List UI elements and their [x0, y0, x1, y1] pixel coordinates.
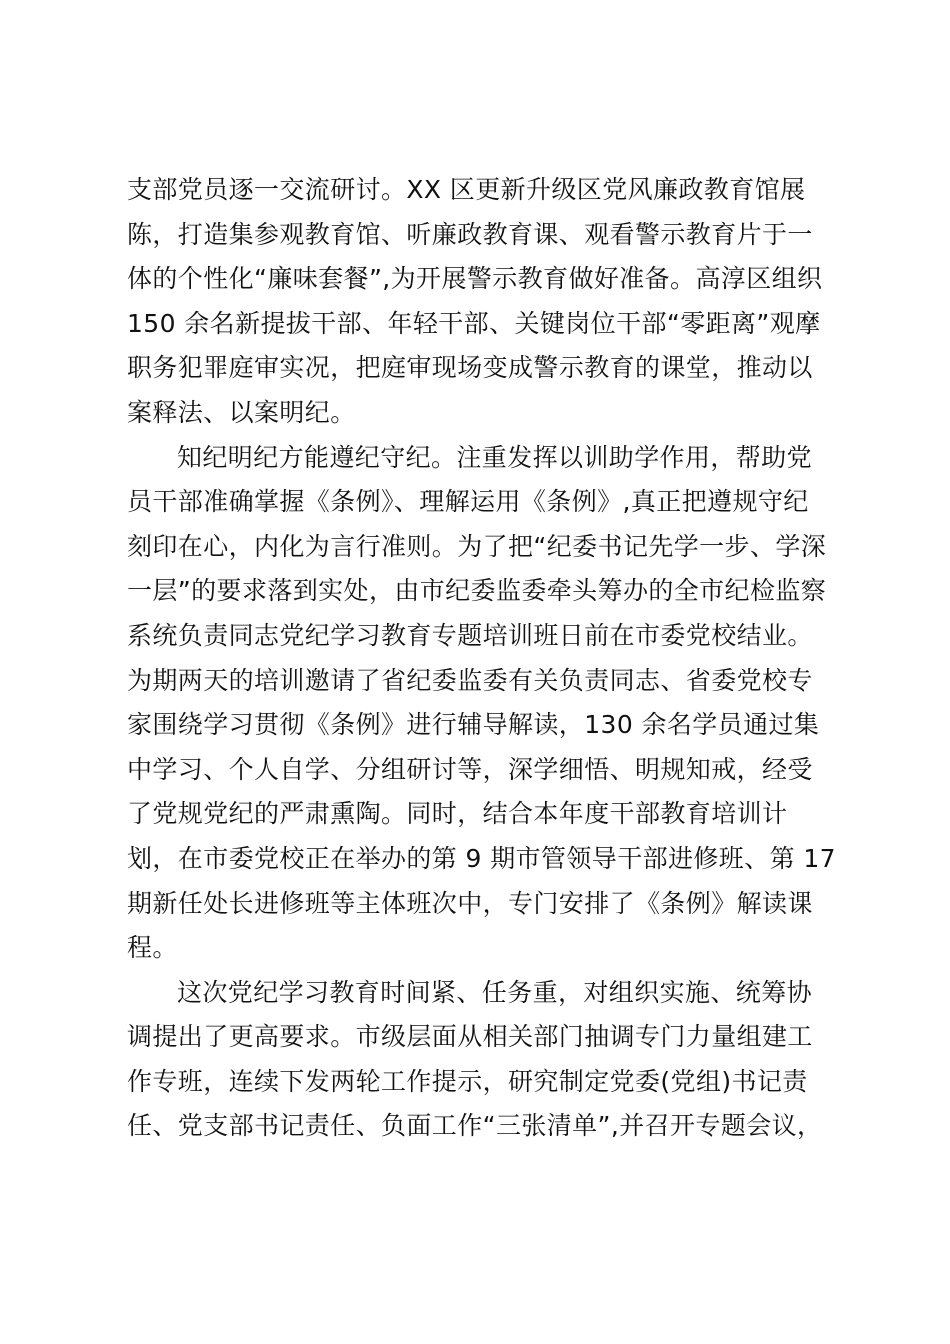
text-line: 调提出了更高要求。市级层面从相关部门抽调专门力量组建工: [127, 1022, 813, 1052]
paragraph-1: [127, 168, 827, 436]
text-line: 家围绕学习贯彻《条例》进行辅导解读，130 余名学员通过集: [127, 710, 820, 740]
text-line: 一层”的要求落到实处，由市纪委监委牵头筹办的全市纪检监察: [127, 576, 827, 606]
text-line: 期新任处长进修班等主体班次中，专门安排了《条例》解读课: [127, 888, 813, 918]
text-line: 任、党支部书记责任、负面工作“三张清单”,并召开专题会议，: [127, 1111, 823, 1141]
text-line: 刻印在心，内化为言行准则。为了把“纪委书记先学一步、学深: [127, 531, 827, 561]
text-line: 知纪明纪方能遵纪守纪。注重发挥以训助学作用，帮助党: [177, 442, 813, 472]
text-line: 为期两天的培训邀请了省纪委监委有关负责同志、省委党校专: [127, 665, 813, 695]
text-line: 陈，打造集参观教育馆、听廉政教育课、观看警示教育片于一: [127, 219, 813, 249]
text-line: 这次党纪学习教育时间紧、任务重，对组织实施、统筹协: [177, 977, 813, 1007]
text-line: 员干部准确掌握《条例》、理解运用《条例》,真正把遵规守纪: [127, 487, 809, 517]
text-line: 了党规党纪的严肃熏陶。同时，结合本年度干部教育培训计: [127, 799, 788, 829]
text-line: 体的个性化“廉味套餐”,为开展警示教育做好准备。高淳区组织: [127, 264, 823, 294]
text-line: 案释法、以案明纪。: [127, 397, 356, 427]
text-line: 程。: [127, 933, 178, 963]
paragraph-3: [127, 971, 827, 1149]
paragraph-2: [127, 436, 836, 971]
text-line: 支部党员逐一交流研讨。XX 区更新升级区党风廉政教育馆展: [127, 175, 806, 204]
text-line: 划，在市委党校正在举办的第 9 期市管领导干部进修班、第 17: [127, 843, 836, 873]
text-line: 作专班，连续下发两轮工作提示，研究制定党委(党组)书记责: [127, 1066, 808, 1096]
text-line: 150 余名新提拔干部、年轻干部、关键岗位干部“零距离”观摩: [127, 308, 821, 338]
text-line: 职务犯罪庭审实况，把庭审现场变成警示教育的课堂，推动以: [127, 353, 813, 383]
text-line: 中学习、个人自学、分组研讨等，深学细悟、明规知戒，经受: [127, 754, 813, 784]
document-body: [127, 168, 836, 1149]
text-line: 系统负责同志党纪学习教育专题培训班日前在市委党校结业。: [127, 620, 813, 650]
